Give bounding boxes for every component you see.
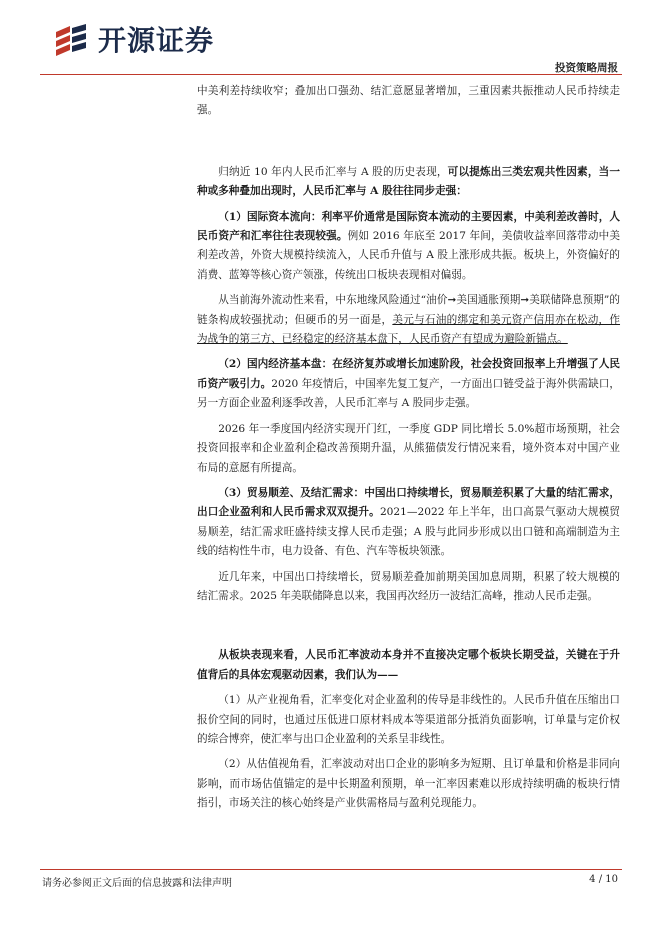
paragraph-summary (197, 163, 620, 202)
summary-lead: 归纳近 10 年内人民币汇率与 A 股的历史表现， (218, 165, 448, 178)
sector-view-bold: 从板块表现来看，人民币汇率波动本身并不直接决定哪个板块长期受益，关键在于升值背后的具体宏观驱动因素，我们认为—— (197, 649, 620, 681)
paragraph-factor-3 (197, 484, 620, 562)
footer-disclaimer: 请务必参阅正文后面的信息披露和法律声明 (42, 878, 232, 889)
logo-text: 开源证券 (98, 24, 215, 57)
report-body (197, 80, 620, 814)
paragraph-export: 近几年来，中国出口持续增长，贸易顺差叠加前期美国加息周期，积累了较大规模的结汇需求。2025 年美联储降息以来，我国再次经历一波结汇高峰，推动人民币走强。 (197, 570, 620, 602)
factor-3-heading: （3）贸易顺差、及结汇需求：中国出口持续增长，贸易顺差积累了大量的结汇需求，出口企业盈利和人民币需求双双提升。 (197, 486, 620, 519)
factor-1-heading: （1）国际资本流向：利率平价通常是国际资本流动的主要因素，中美利差改善时，人民币资产和汇率往往表现较强。 (197, 210, 620, 243)
paragraph-factor-2 (197, 355, 620, 413)
paragraph-gdp: 2026 年一季度国内经济实现开门红，一季度 GDP 同比增长 5.0%超市场预期，社会投资回报率和企业盈利企稳改善预期升温，从熊猫债发行情况来看，境外资本对中国产业布局的意愿有所提高。 (197, 422, 620, 474)
footer-divider (40, 869, 622, 870)
factor-3-text: 2021—2022 年上半年，出口高景气驱动大规模贸易顺差，结汇需求旺盛持续支撑人民币走强；A 股与此同步形成以出口链和高端制造为主线的结构性牛市，电力设备、有色、汽车等板块领涨。 (197, 506, 620, 558)
summary-bold: 可以提炼出三类宏观共性因素，当一种或多种叠加出现时，人民币汇率与 A 股往往同步走强： (197, 165, 620, 198)
factor-1-text: 例如 2016 年底至 2017 年间，美债收益率回落带动中美利差改善，外资大规模持续流入，人民币升值与 A 股上涨形成共振。板块上，外资偏好的消费、蓝筹等核心资产领涨，传统出口板块表现相对偏弱。 (197, 230, 621, 281)
logo-mark-icon (52, 22, 92, 60)
paragraph-liquidity (197, 291, 620, 349)
page-number: 4 / 10 (589, 874, 618, 885)
factor-2-heading: （2）国内经济基本盘：在经济复苏或增长加速阶段，社会投资回报率上升增强了人民币资产吸引力。 (197, 358, 620, 390)
liquidity-text: 从当前海外流动性来看，中东地缘风险通过“油价➞美国通胀预期➞美联储降息预期”的链条构成较强扰动；但硬币的另一面是， (197, 294, 620, 326)
paragraph-sector-view (197, 646, 620, 685)
report-type-label: 投资策略周报 (555, 62, 618, 74)
header-divider (40, 74, 622, 75)
paragraph-valuation-view: （2）从估值视角看，汇率波动对出口企业的影响多为短期、且订单量和价格是非同向影响，而市场估值锚定的是中长期盈利预期，单一汇率因素难以形成持续明确的板块行情指引，市场关注的核心始终是产业供需格局与盈利兑现能力。 (197, 758, 620, 810)
company-logo (52, 22, 252, 60)
factor-2-text: 2020 年疫情后，中国率先复工复产，一方面出口链受益于海外供需缺口，另一方面企业盈利逐季改善，人民币汇率与 A 股同步走强。 (197, 377, 621, 410)
paragraph-intro: 中美利差持续收窄；叠加出口强劲、结汇意愿显著增加，三重因素共振推动人民币持续走强。 (197, 85, 620, 117)
paragraph-factor-1 (197, 208, 620, 286)
liquidity-underlined: 美元与石油的绑定和美元资产信用亦在松动，作为战争的第三方、已经稳定的经济基本盘下，人民币资产有望成为避险新锚点。 (197, 313, 621, 346)
paragraph-industry-view: （1）从产业视角看，汇率变化对企业盈利的传导是非线性的。人民币升值在压缩出口报价空间的同时，也通过压低进口原材料成本等渠道部分抵消负面影响，订单量与定价权的综合博弈，使汇率与出口企业盈利的关系呈非线性。 (197, 694, 620, 745)
